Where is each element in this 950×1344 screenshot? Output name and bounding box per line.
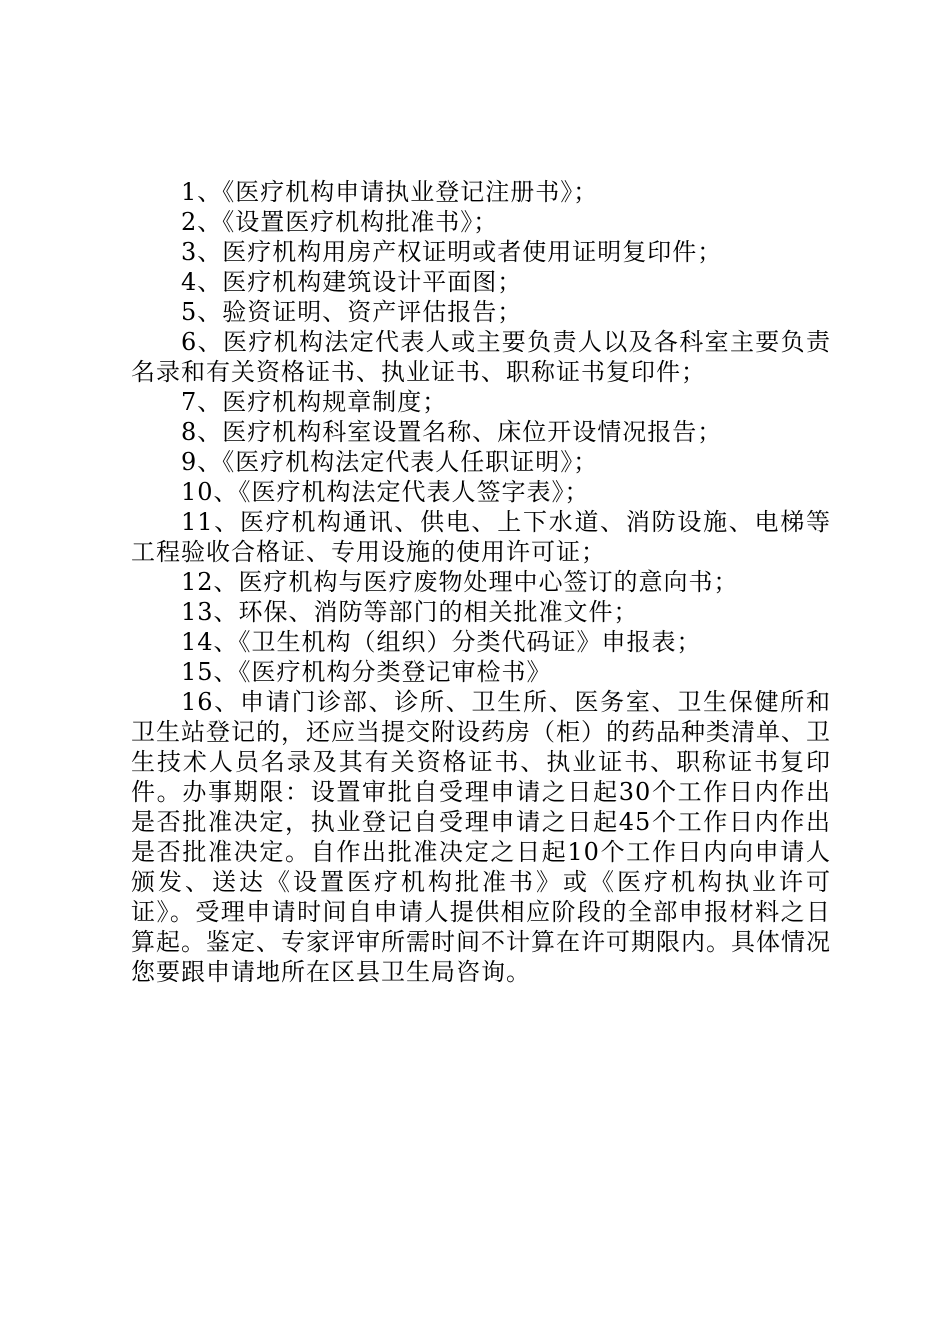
list-item-10: 10、《医疗机构法定代表人签字表》；: [181, 478, 590, 506]
list-item-16: 16、申请门诊部、诊所、卫生所、医务室、卫生保健所和卫生站登记的，还应当提交附设药房（柜）的药品种类清单、卫生技术人员名录及其有关资格证书、执业证书、职称证书复印件。办事期限：设置审批自受理申请之日起30个工作日内作出是否批准决定，执业登记自受理申请之日起45个工作日内作出是否批准决定。自作出批准决定之日起10个工作日内向申请人颁发、送达《设置医疗机构批准书》或《医疗机构执业许可证》。受理申请时间自申请人提供相应阶段的全部申报材料之日算起。鉴定、专家评审所需时间不计算在许可期限内。具体情况您要跟申请地所在区县卫生局咨询。: [131, 688, 831, 986]
list-item-3: 3、医疗机构用房产权证明或者使用证明复印件；: [181, 238, 723, 266]
list-item-12: 12、医疗机构与医疗废物处理中心签订的意向书；: [181, 568, 739, 596]
list-item-7: 7、医疗机构规章制度；: [181, 388, 448, 416]
list-item-9: 9、《医疗机构法定代表人任职证明》；: [181, 448, 599, 476]
list-item-13: 13、环保、消防等部门的相关批准文件；: [181, 598, 639, 626]
list-item-15: 15、《医疗机构分类登记审检书》: [181, 658, 552, 686]
list-item-1: 1、《医疗机构申请执业登记注册书》；: [181, 178, 599, 206]
list-item-6: 6、医疗机构法定代表人或主要负责人以及各科室主要负责名录和有关资格证书、执业证书、职称证书复印件；: [131, 328, 831, 386]
list-item-5: 5、验资证明、资产评估报告；: [181, 298, 523, 326]
list-item-8: 8、医疗机构科室设置名称、床位开设情况报告；: [181, 418, 723, 446]
list-item-4: 4、医疗机构建筑设计平面图；: [181, 268, 523, 296]
document-body: [131, 177, 831, 987]
list-item-2: 2、《设置医疗机构批准书》；: [181, 208, 499, 236]
list-item-14: 14、《卫生机构（组织）分类代码证》申报表；: [181, 628, 702, 656]
list-item-11: 11、医疗机构通讯、供电、上下水道、消防设施、电梯等工程验收合格证、专用设施的使用许可证；: [131, 508, 831, 566]
